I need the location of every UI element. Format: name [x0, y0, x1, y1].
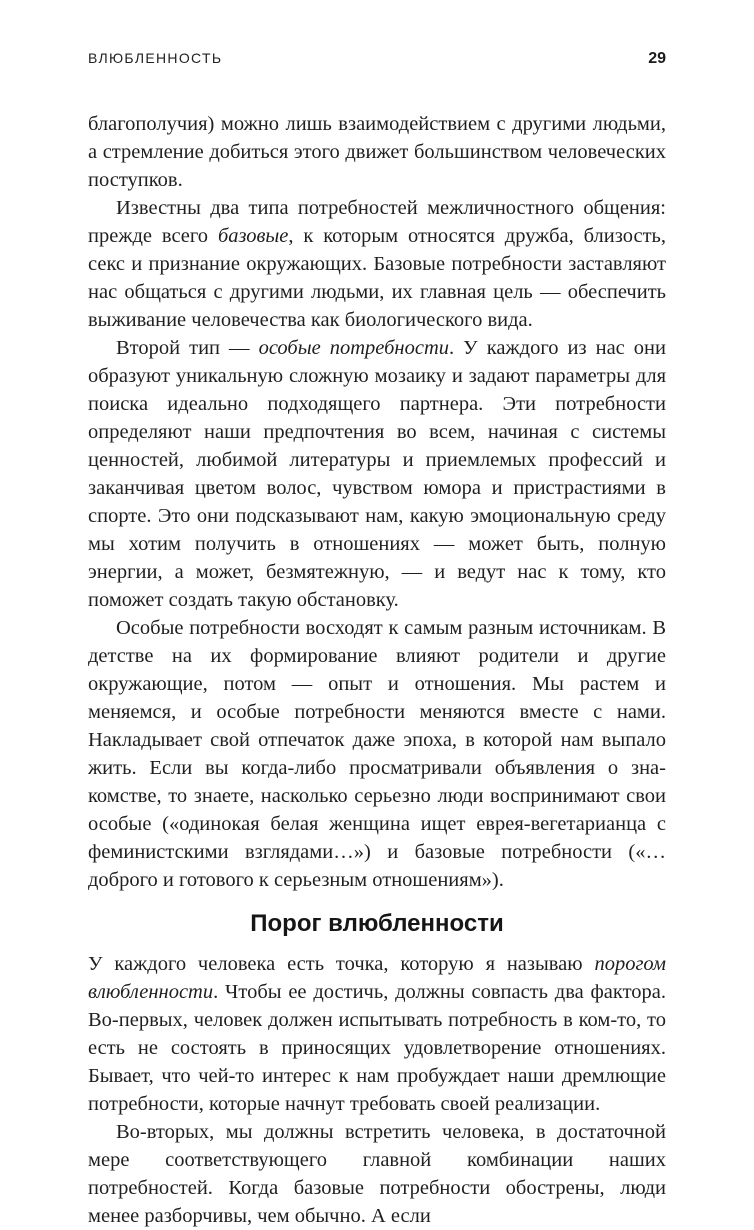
body-paragraph: благополучия) можно лишь взаимодействием с другими людьми, а стремление добиться этого движет большинством человеческих поступков.	[88, 113, 666, 191]
section-heading: Порог влюбленности	[250, 910, 504, 937]
page-header	[88, 50, 666, 68]
body-paragraph: У каждого человека есть точка, которую я называю порогом влюбленности. Чтобы ее достичь, должны совпасть два фактора. Во-первых, человек должен испытывать потребность в ком-то, то есть не состоять в приносящих удовлетворение отношениях. Бывает, что чей-то интерес к нам пробуждает наши дремлющие потребности, которые начнут требовать своей реализации.	[88, 953, 666, 1115]
page-body	[88, 110, 666, 1230]
body-paragraph: Особые потребности восходят к самым разным источникам. В детстве на их формирование влияют родители и другие окружающие, потом — опыт и отношения. Мы растем и меняемся, и особые потребности меняются вместе с нами. Накладывает свой отпечаток даже эпоха, в которой нам выпало жить. Если вы когда-либо просматривали объявления о знакомстве, то знаете, насколько серьезно люди воспринимают свои особые («одинокая белая женщина ищет еврея-вегетарианца с феминистскими взглядами…») и базовые потребности («…доброго и готового к серьезным отношениям»).	[88, 617, 666, 891]
running-title: ВЛЮБЛЕННОСТЬ	[88, 50, 223, 66]
body-paragraph: Известны два типа потребностей межличностного общения: прежде всего базовые, к которым относятся дружба, близость, секс и признание окружающих. Базовые потребности заставляют нас общаться с другими людьми, их главная цель — обеспечить выживание человечества как биологического вида.	[88, 197, 666, 331]
body-paragraph: Во-вторых, мы должны встретить человека, в достаточной мере соответствующего главной комбинации наших потребностей. Когда базовые потребности обострены, люди менее разборчивы, чем обычно. А если	[88, 1121, 666, 1227]
body-paragraph: Второй тип — особые потребности. У каждого из нас они образуют уникальную сложную мозаику и задают параметры для поиска идеально подходящего партнера. Эти потребности определяют наши предпочтения во всем, начиная с системы ценностей, любимой литературы и приемлемых профессий и заканчивая цветом волос, чувством юмора и пристрастиями в спорте. Это они подсказывают нам, какую эмоциональную среду мы хотим получить в отношениях — может быть, полную энергии, а может, безмятежную, — и ведут нас к тому, кто поможет создать такую обстановку.	[88, 337, 666, 611]
page-number: 29	[648, 50, 666, 67]
